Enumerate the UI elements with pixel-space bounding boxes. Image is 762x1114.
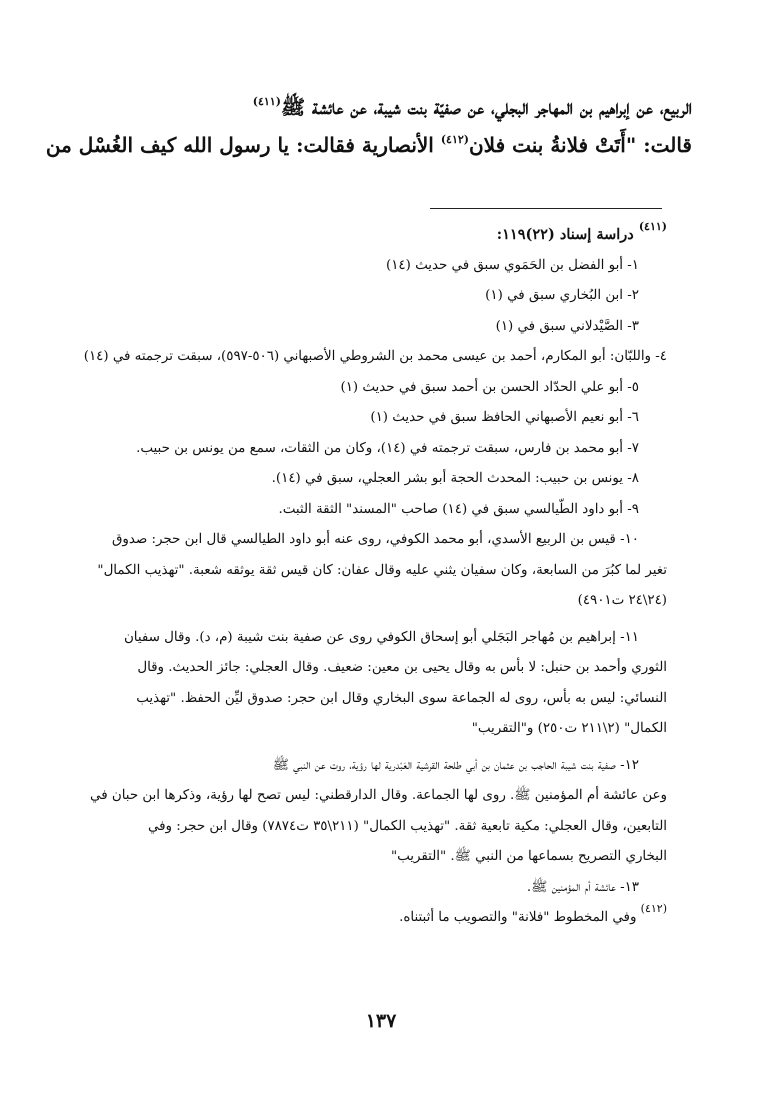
item10-line-3: (٢٤\٢٤ ت٤٩٠١) bbox=[577, 593, 667, 608]
footnote-marker-411: (٤١١) bbox=[638, 220, 667, 233]
footnote-marker-412: (٤١٢) bbox=[640, 902, 667, 915]
item10-line-1: ١٠- قيس بن الربيع الأسدي، أبو محمد الكوفي، روى عنه أبو داود الطيالسي قال ابن حجر: صدوق bbox=[111, 532, 639, 547]
narrator-item-10 bbox=[78, 525, 667, 617]
footnote-412-text: وفي المخطوط "فلانة" والتصويب ما أثبتناه. bbox=[399, 910, 641, 925]
hadith-text bbox=[45, 88, 692, 164]
footnotes-section bbox=[78, 220, 667, 934]
page-number: ١٣٧ bbox=[365, 1010, 397, 1032]
narrator-item-3: ٣- الصَّيْدلاني سبق في (١) bbox=[495, 318, 639, 334]
item11-line-1: ١١- إبراهيم بن مُهاجر البَجَلي أبو إسحاق الكوفي روى عن صفية بنت شيبة (م، د). وقال سفيان bbox=[123, 629, 639, 645]
narrator-item-1: ١- أبو الفضل بن الحَمَوي سبق في حديث (١٤) bbox=[386, 257, 639, 273]
item12-line-3: التابعين، وقال العجلي: مكية تابعية ثقة. "تهذيب الكمال" (٢١١\٣٥ ت٧٨٧٤) وقال ابن حجر: وفي bbox=[148, 818, 667, 834]
narrator-item-6: ٦- أبو نعيم الأصبهاني الحافظ سبق في حديث (١) bbox=[370, 410, 639, 425]
footnote-ref-411[interactable]: (٤١١) bbox=[252, 95, 281, 108]
narrator-item-2: ٢- ابن البُخاري سبق في (١) bbox=[485, 288, 639, 303]
item12-line-1: ١٢- صفية بنت شيبة الحاجب بن عثمان بن أبي طلحة القرشية العَبْدرية لها رؤية، روت عن النبي ﷺ bbox=[272, 757, 639, 773]
hadith-line-1: الربيع، عن إبراهيم بن المهاجر البجلي، عن صفيّة بنت شيبة، عن عائشة ﷺ$^{(٤١١)}$ bbox=[252, 95, 692, 119]
hadith-line-2: قالت: "أَتَتْ فلانةُ بنت فلان$^{(٤١٢)}$ الأنصارية فقالت: يا رسول الله كيف الغُسْل من bbox=[45, 133, 692, 157]
footnote-412 bbox=[78, 903, 667, 934]
footnote-separator bbox=[430, 208, 662, 209]
footnote-ref-412[interactable]: (٤١٢) bbox=[440, 133, 469, 146]
narrator-item-8: ٨- يونس بن حبيب: المحدث الحجة أبو بشر العجلي، سبق في (١٤). bbox=[271, 471, 639, 486]
footnote-411-title: دراسة إسناد (٢٢)١١٩: bbox=[496, 226, 639, 243]
narrator-item-5: ٥- أبو علي الحدّاد الحسن بن أحمد سبق في حديث (١) bbox=[340, 379, 639, 395]
narrator-item-9: ٩- أبو داود الطّيالسي سبق في (١٤) صاحب "المسند" الثقة الثبت. bbox=[278, 501, 639, 517]
item11-line-3: النسائي: ليس به بأس، روى له الجماعة سوى البخاري وقال ابن حجر: صدوق ليِّن الحفظ. "تهذيب bbox=[136, 690, 667, 706]
item12-line-4: البخاري التصريح بسماعها من النبي ﷺ. "التقريب" bbox=[390, 849, 667, 864]
narrator-item-11 bbox=[78, 623, 667, 745]
item11-line-2: الثوري وأحمد بن حنبل: لا بأس به وقال يحيى بن معين: ضعيف. وقال العجلي: جائز الحديث. وقال bbox=[137, 660, 667, 675]
item10-line-2: تغير لما كبُرَ من السابعة، وكان سفيان يثني عليه وقال عفان: كان قيس ثقة يوثقه شعبة. "تهذيب الكمال" bbox=[97, 562, 667, 578]
narrator-item-13: ١٣- عائشة أم المؤمنين ﷺ. bbox=[526, 879, 639, 895]
narrator-item-4: ٤- واللبّان: أبو المكارم، أحمد بن عيسى محمد بن الشروطي الأصبهاني (٥٠٦-٥٩٧)، سبقت ترجمته في (١٤) bbox=[83, 349, 667, 364]
narrator-item-12 bbox=[78, 751, 667, 873]
item11-line-4: الكمال" (٢\٢١١ ت٢٥٠) و"التقريب" bbox=[471, 721, 667, 736]
narrator-item-7: ٧- أبو محمد بن فارس، سبقت ترجمته في (١٤)، وكان من الثقات، سمع من يونس بن حبيب. bbox=[136, 440, 639, 456]
footnote-411-heading bbox=[78, 220, 667, 251]
item12-line-2: وعن عائشة أم المؤمنين ﷺ. روى لها الجماعة. وقال الدارقطني: ليس تصح لها رؤية، وذكرها ابن حبان في bbox=[90, 788, 667, 803]
